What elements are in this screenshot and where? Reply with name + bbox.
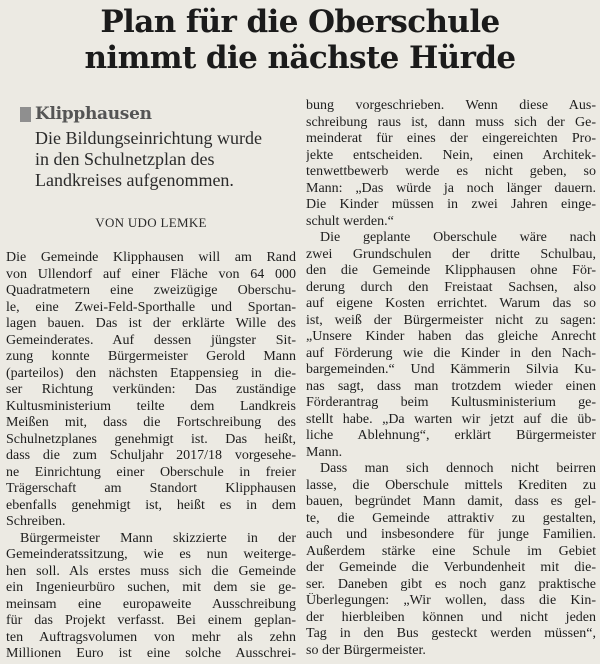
body-line: Quadratmetern eine zweizügige Oberschu- [6,283,296,298]
body-line: liche Ablehnung“, erklärt Bürgermeister [306,428,596,443]
body-line: meinsam eine europaweite Ausschreibung [6,596,296,612]
body-line: Förderantrag beim Kultusministerium ge- [306,395,596,410]
body-line: Schreiben. [6,514,66,529]
body-line: den die Gemeinde Klipphausen ohne För- [306,263,596,278]
kicker-location: Klipphausen [35,104,152,124]
body-line: bauen, begründet Mann damit, dass es gel- [306,494,596,509]
headline [0,4,600,76]
body-line: ne Einrichtung einer Oberschule in freier [6,464,296,480]
body-line: Bürgermeister Mann skizzierte in der [20,530,296,546]
right-column [306,98,596,659]
body-line: Außerdem stärke eine Schule im Gebiet [306,543,596,559]
headline-line-2: nimmt die nächste Hürde [84,40,516,76]
body-line: schult werden.“ [306,213,394,229]
body-line: Mann. [306,444,343,460]
body-line: lagen bauen. Das ist der erklärte Wille des [6,316,296,331]
body-line: stellt habe. „Da warten wir jetzt auf die üb- [306,411,596,427]
body-line: Kultusministerium teilte dem Landkreis [6,398,296,414]
body-line: jekte entscheiden. Nein, einen Architek- [306,147,596,163]
body-line: Überlegungen: „Wir wollen, dass die Kin- [306,593,596,608]
body-line: ser Richtung verkünden: Das zuständige [6,382,296,397]
body-line: bung vorgeschrieben. Wenn diese Aus- [306,98,596,113]
article-body-left [6,250,296,663]
subhead-line-2: in den Schulnetzplan des [35,149,215,169]
body-line: ebenfalls genehmigt ist, heißt es in dem [6,497,296,513]
body-line: so der Bürgermeister. [306,642,426,658]
body-line: Die Kinder müssen in zwei Jahren einge- [306,197,596,212]
body-line: meinderat für eines der eingereichten Pro- [306,131,596,146]
body-line: dass die zum Schuljahr 2017/18 vorgesehe- [6,448,296,463]
body-line: Meißen mit, dass die Fortschreibung des [6,415,296,430]
body-line: Trägerschaft am Standort Klipphausen [6,481,296,496]
body-line: Schulnetzplanes genehmigt ist. Das heißt, [6,431,296,447]
body-line: ist, weiß der Bürgermeister nicht zu sagen: [306,312,596,328]
body-line: auch und insbesondere für junge Familien. [306,527,596,542]
body-line: lasse, die Oberschule mittels Krediten zu [306,477,596,493]
body-line: Die Gemeinde Klipphausen will am Rand [6,250,296,265]
body-line: Gemeinderatssitzung, wie es nun weiterge- [6,547,296,562]
body-line: Gemeinderates. Auf dessen jüngster Sit- [6,332,296,348]
body-line: (parteilos) den nächsten Etappensieg in die- [6,365,296,381]
body-line: Mann: „Das würde ja noch länger dauern. [306,180,596,196]
body-line: le, eine Zwei-Feld-Sporthalle und Sportan- [6,299,296,315]
body-line: „Unsere Kinder haben das gleiche Anrecht [306,329,596,344]
body-line: zung konnte Bürgermeister Gerold Mann [6,349,296,364]
body-line: ser. Daneben gibt es noch ganz praktische [306,576,596,592]
body-line: der Gemeinde die Verbundenheit mit die- [306,560,596,575]
body-line: auf eigene Kosten errichtet. Warum das so [306,296,596,311]
subhead-line-1: Die Bildungseinrichtung wurde [35,128,262,148]
subhead-line-3: Landkreises aufgenommen. [35,170,234,190]
body-line: auf Förderung wie die Kinder in den Nach- [306,345,596,361]
body-line: nas sagt, dass man trotzdem wieder einen [306,378,596,394]
body-line: von Ullendorf auf einer Fläche von 64 000 [6,266,296,282]
kicker-row [6,102,296,126]
subheadline [35,128,296,191]
kicker-marker-icon [20,107,31,122]
body-line: bargemeinden.“ Und Kämmerin Silvia Ku- [306,362,596,377]
body-line: schreibung raus ist, dann muss sich der Ge- [306,114,596,130]
body-line: Die geplante Oberschule wäre nach [320,230,596,245]
body-line: Dass man sich dennoch nicht beirren [320,461,596,476]
body-line: ten Auftragsvolumen von mehr als zehn [6,629,296,645]
body-line: Millionen Euro ist eine solche Ausschrei- [6,646,296,661]
body-line: für das Projekt verfasst. Bei einem geplan- [6,613,296,628]
body-line: zwei Grundschulen der dritte Schulbau, [306,246,596,262]
article-body-right [306,98,596,659]
left-column [6,98,296,663]
body-line: derung durch den Freistaat Sachsen, also [306,279,596,295]
headline-line-1: Plan für die Oberschule [100,4,500,40]
body-line: hen soll. Als erstes muss sich die Gemeinde [6,563,296,579]
body-line: Tag in den Bus gesteckt werden müssen“, [306,626,596,641]
body-line: der hierbleiben können und nicht jeden [306,609,596,625]
body-line: ein Ingenieurbüro suchen, mit dem sie ge- [6,580,296,595]
body-line: te, die Gemeinde attraktiv zu gestalten, [306,510,596,526]
body-line: tenwettbewerb werde es nicht geben, so [306,164,596,179]
author-byline: VON UDO LEMKE [95,215,207,230]
